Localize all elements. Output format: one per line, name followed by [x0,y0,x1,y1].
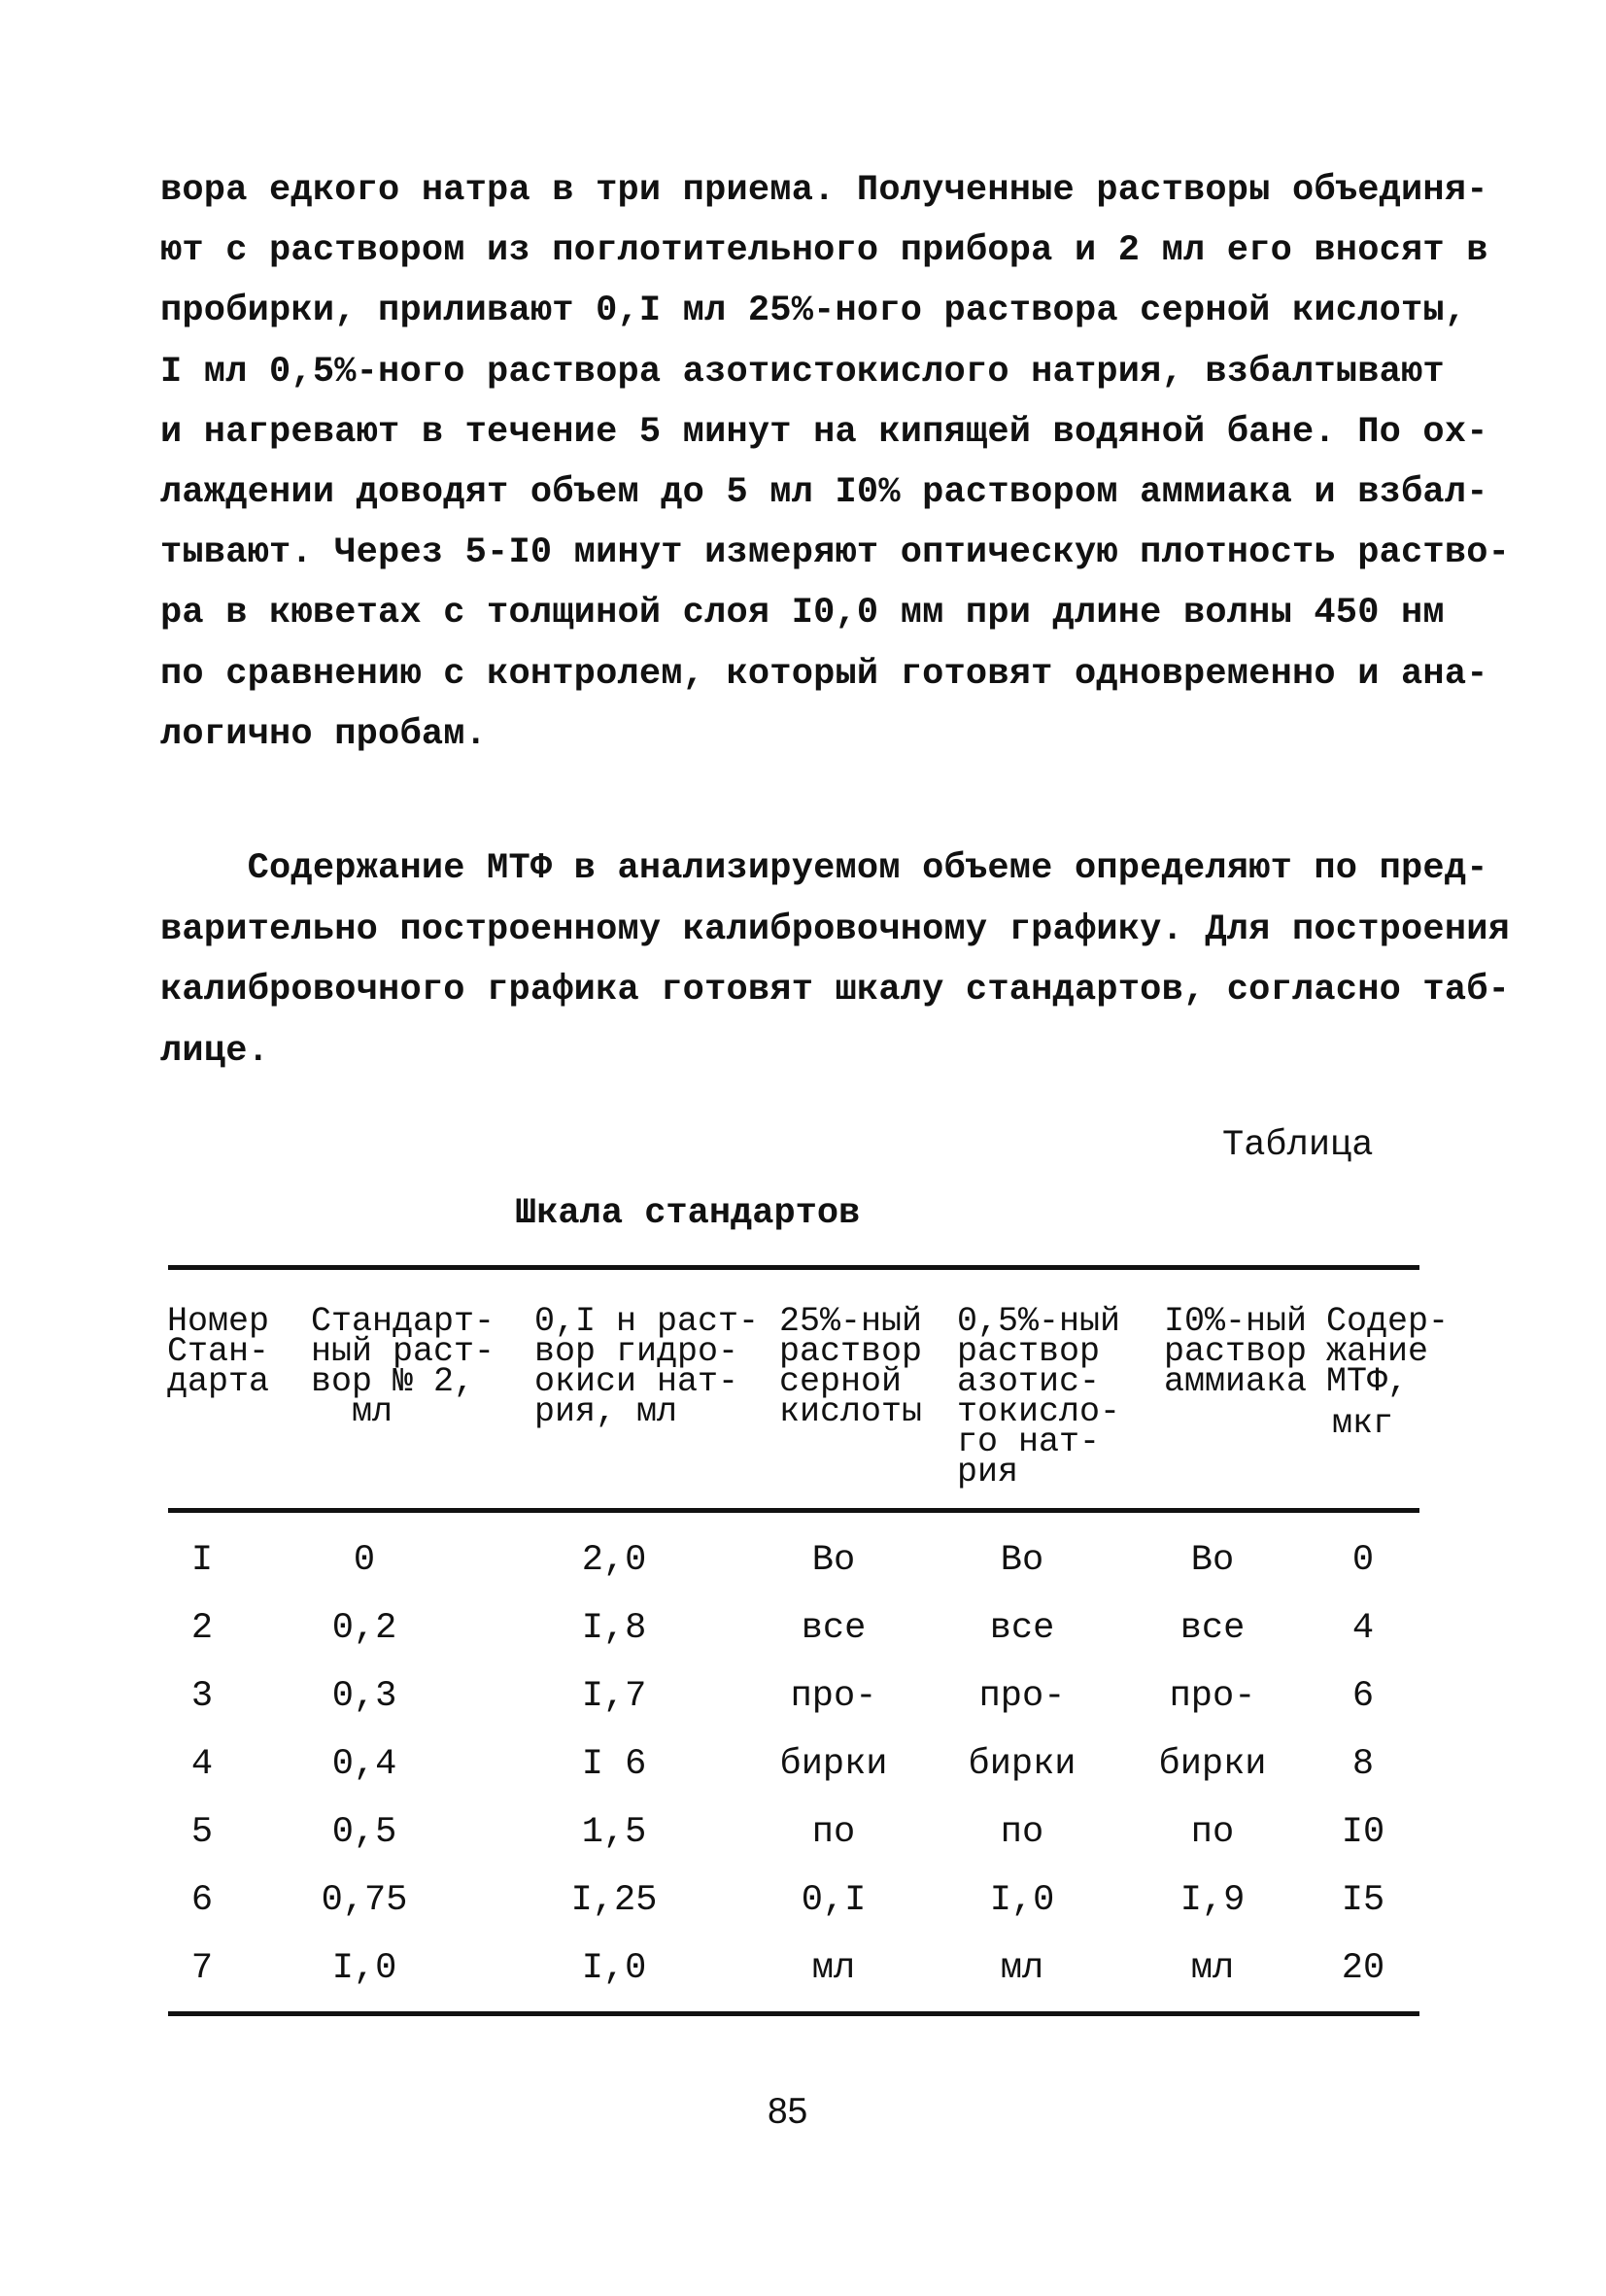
table-caption: Таблица [1222,1125,1374,1166]
table-header-text: Содер- жание МТФ, [1326,1302,1450,1401]
table-cell: мл [1190,1948,1235,1989]
paragraph-1-line: вора едкого натра в три приема. Полученные растворы объединя- [160,170,1488,211]
paragraph-2-line: калибровочного графика готовят шкалу стандартов, согласно таб- [160,970,1511,1011]
table-cell: Во [1000,1540,1044,1581]
paragraph-1-line: I мл 0,5%-ного раствора азотистокислого натрия, взбалтывают [160,351,1445,393]
table-cell: I,25 [570,1880,658,1921]
paragraph-1-line: лаждении доводят объем до 5 мл I0% раствором аммиака и взбал- [160,472,1488,513]
table-cell: все [1179,1608,1246,1649]
table-cell: 0,4 [331,1744,397,1785]
table-header-text: Номер Стан- дарта [167,1302,270,1401]
paragraph-1-line: ют с раствором из поглотительного прибора и 2 мл его вносят в [160,230,1488,272]
table-cell: 20 [1341,1948,1385,1989]
paragraph-2-line: Содержание МТФ в анализируемом объеме определяют по пред- [160,848,1488,889]
table-cell: Во [811,1540,856,1581]
table-cell: мл [1000,1948,1044,1989]
table-header-text: I0%-ный раствор аммиака [1164,1302,1308,1401]
table-cell: по [1190,1812,1235,1853]
paragraph-2-line: варительно построенному калибровочному графику. Для построения [160,908,1511,950]
table-cell: бирки [968,1744,1076,1785]
table-cell: 7 [190,1948,214,1989]
table-header-text: Стандарт- ный раст- вор № 2, мл [311,1302,495,1431]
paragraph-1-line: ра в кюветах с толщиной слоя I0,0 мм при длине волны 450 нм [160,593,1445,634]
table-cell: про- [1169,1676,1256,1717]
table-cell: I5 [1341,1880,1385,1921]
page-number: 85 [768,2091,808,2131]
table-cell: бирки [779,1744,888,1785]
table-cell: 2 [190,1608,214,1649]
table-header-cell [1326,1302,1450,1443]
table-header-cell [1164,1302,1308,1401]
table-cell: про- [790,1676,877,1717]
table-cell: 6 [190,1880,214,1921]
table-cell: 3 [190,1676,214,1717]
table-cell: бирки [1158,1744,1267,1785]
table-header-cell [779,1302,923,1431]
table-cell: мл [811,1948,856,1989]
paragraph-1-line: по сравнению с контролем, который готовят одновременно и ана- [160,653,1488,695]
table-cell: 6 [1351,1676,1375,1717]
table-cell: 4 [190,1744,214,1785]
table-header-cell [957,1302,1121,1491]
table-title: Шкала стандартов [515,1193,861,1234]
table-top-rule [168,1265,1419,1270]
table-cell: I [190,1540,214,1581]
table-cell: 0,75 [321,1880,408,1921]
table-cell: 8 [1351,1744,1375,1785]
table-cell: 0 [1351,1540,1375,1581]
table-header-text: 25%-ный раствор серной кислоты [779,1302,923,1431]
table-cell: I,0 [331,1948,397,1989]
table-bottom-rule [168,2011,1419,2016]
table-cell: I0 [1341,1812,1385,1853]
table-cell: I,8 [581,1608,647,1649]
table-cell: 0,I [801,1880,867,1921]
table-cell: I,9 [1179,1880,1246,1921]
table-cell: 0,5 [331,1812,397,1853]
paragraph-1-line: и нагревают в течение 5 минут на кипящей водяной бане. По ох- [160,411,1488,453]
table-cell: 0,2 [331,1608,397,1649]
paragraph-2-line: лице. [160,1031,270,1073]
table-header-unit: мкг [1332,1404,1394,1443]
table-cell: 0,3 [331,1676,397,1717]
table-cell: 1,5 [581,1812,647,1853]
table-cell: I 6 [581,1744,647,1785]
table-cell: по [811,1812,856,1853]
table-header-text: 0,I н раст- вор гидро- окиси нат- рия, мл [534,1302,760,1431]
table-cell: по [1000,1812,1044,1853]
table-header-text: 0,5%-ный раствор азотис- токисло- го нат- рия [957,1302,1121,1491]
table-cell: 4 [1351,1608,1375,1649]
paragraph-1-line: логично пробам. [160,713,488,755]
table-cell: I,0 [989,1880,1055,1921]
table-header-rule [168,1508,1419,1513]
table-cell: Во [1190,1540,1235,1581]
table-header-cell [534,1302,760,1431]
table-cell: 0 [353,1540,376,1581]
table-cell: все [801,1608,867,1649]
table-header-cell [167,1302,270,1401]
table-header-cell [311,1302,495,1431]
paragraph-1-line: тывают. Через 5-I0 минут измеряют оптическую плотность раство- [160,532,1511,574]
table-cell: I,7 [581,1676,647,1717]
table-cell: 5 [190,1812,214,1853]
table-cell: про- [978,1676,1066,1717]
table-cell: 2,0 [581,1540,647,1581]
paragraph-1-line: пробирки, приливают 0,I мл 25%-ного раствора серной кислоты, [160,291,1467,332]
table-cell: все [989,1608,1055,1649]
table-cell: I,0 [581,1948,647,1989]
